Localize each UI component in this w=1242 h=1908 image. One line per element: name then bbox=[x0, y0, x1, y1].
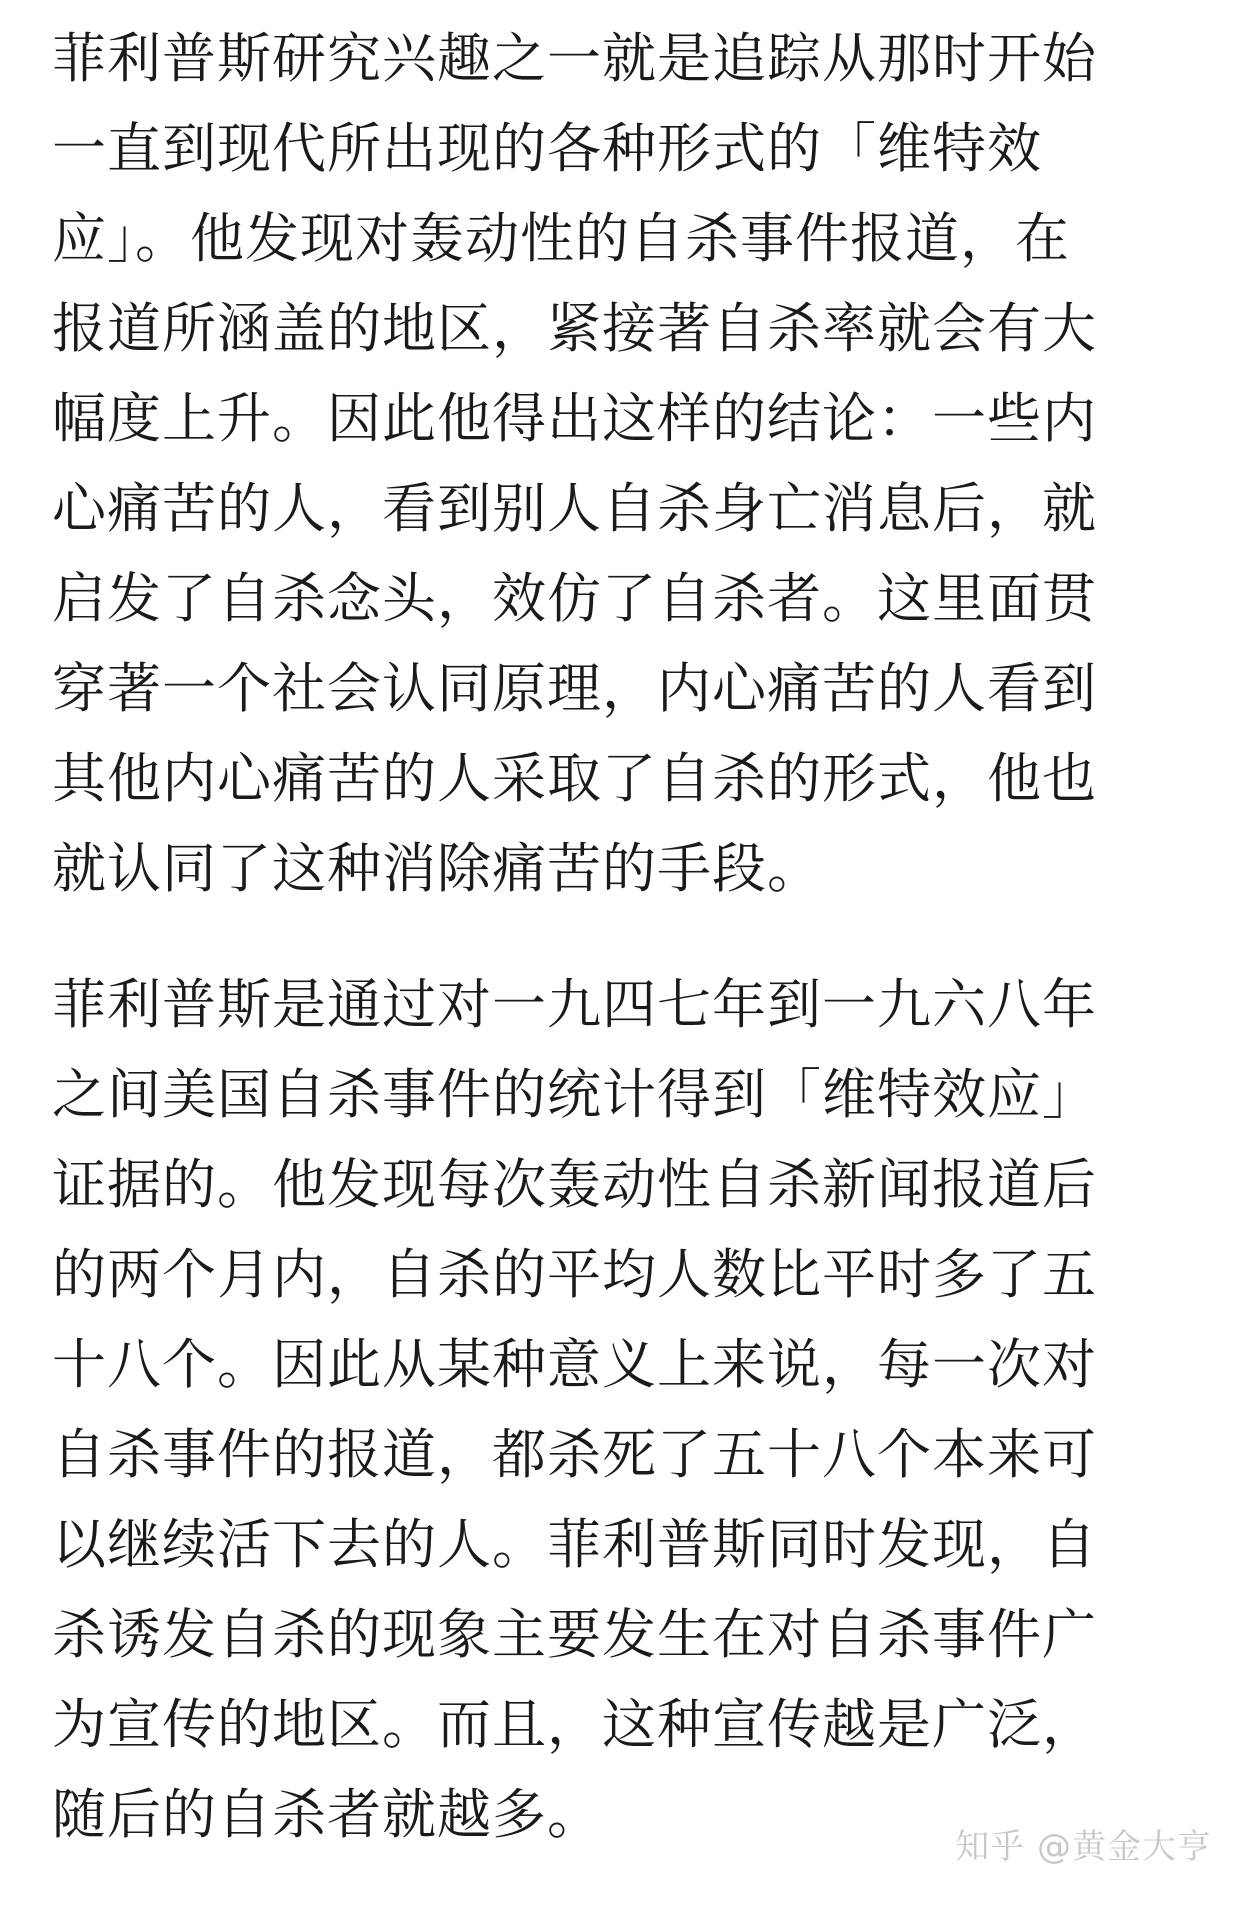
text-line: 应」。他发现对轰动性的自杀事件报道，在 bbox=[52, 207, 1070, 270]
text-line: 自杀事件的报道，都杀死了五十八个本来可 bbox=[52, 1423, 1097, 1486]
text-line: 启发了自杀念头，效仿了自杀者。这里面贯 bbox=[52, 567, 1097, 630]
text-line: 菲利普斯是通过对一九四七年到一九六八年 bbox=[52, 973, 1097, 1036]
text-line: 一直到现代所出现的各种形式的「维特效 bbox=[52, 117, 1042, 180]
text-line: 穿著一个社会认同原理，内心痛苦的人看到 bbox=[52, 657, 1097, 720]
text-line: 十八个。因此从某种意义上来说，每一次对 bbox=[52, 1333, 1097, 1396]
text-line: 为宣传的地区。而且，这种宣传越是广泛， bbox=[52, 1693, 1097, 1756]
text-line: 就认同了这种消除痛苦的手段。 bbox=[52, 837, 822, 900]
text-line: 心痛苦的人，看到别人自杀身亡消息后，就 bbox=[52, 477, 1097, 540]
text-line: 证据的。他发现每次轰动性自杀新闻报道后 bbox=[52, 1153, 1097, 1216]
text-line: 幅度上升。因此他得出这样的结论：一些内 bbox=[52, 387, 1097, 450]
text-line: 随后的自杀者就越多。 bbox=[52, 1783, 602, 1846]
text-line: 其他内心痛苦的人采取了自杀的形式，他也 bbox=[52, 747, 1097, 810]
text-line: 杀诱发自杀的现象主要发生在对自杀事件广 bbox=[52, 1603, 1097, 1666]
text-line: 报道所涵盖的地区，紧接著自杀率就会有大 bbox=[52, 297, 1097, 360]
article-body bbox=[52, 14, 1192, 1860]
text-line: 以继续活下去的人。菲利普斯同时发现，自 bbox=[52, 1513, 1097, 1576]
watermark: 知乎 @黄金大亨 bbox=[955, 1827, 1212, 1867]
paragraph-1 bbox=[52, 14, 1192, 914]
text-line: 的两个月内，自杀的平均人数比平时多了五 bbox=[52, 1243, 1097, 1306]
text-line: 菲利普斯研究兴趣之一就是追踪从那时开始 bbox=[52, 27, 1097, 90]
paragraph-2 bbox=[52, 960, 1192, 1860]
text-line: 之间美国自杀事件的统计得到「维特效应」 bbox=[52, 1063, 1097, 1126]
